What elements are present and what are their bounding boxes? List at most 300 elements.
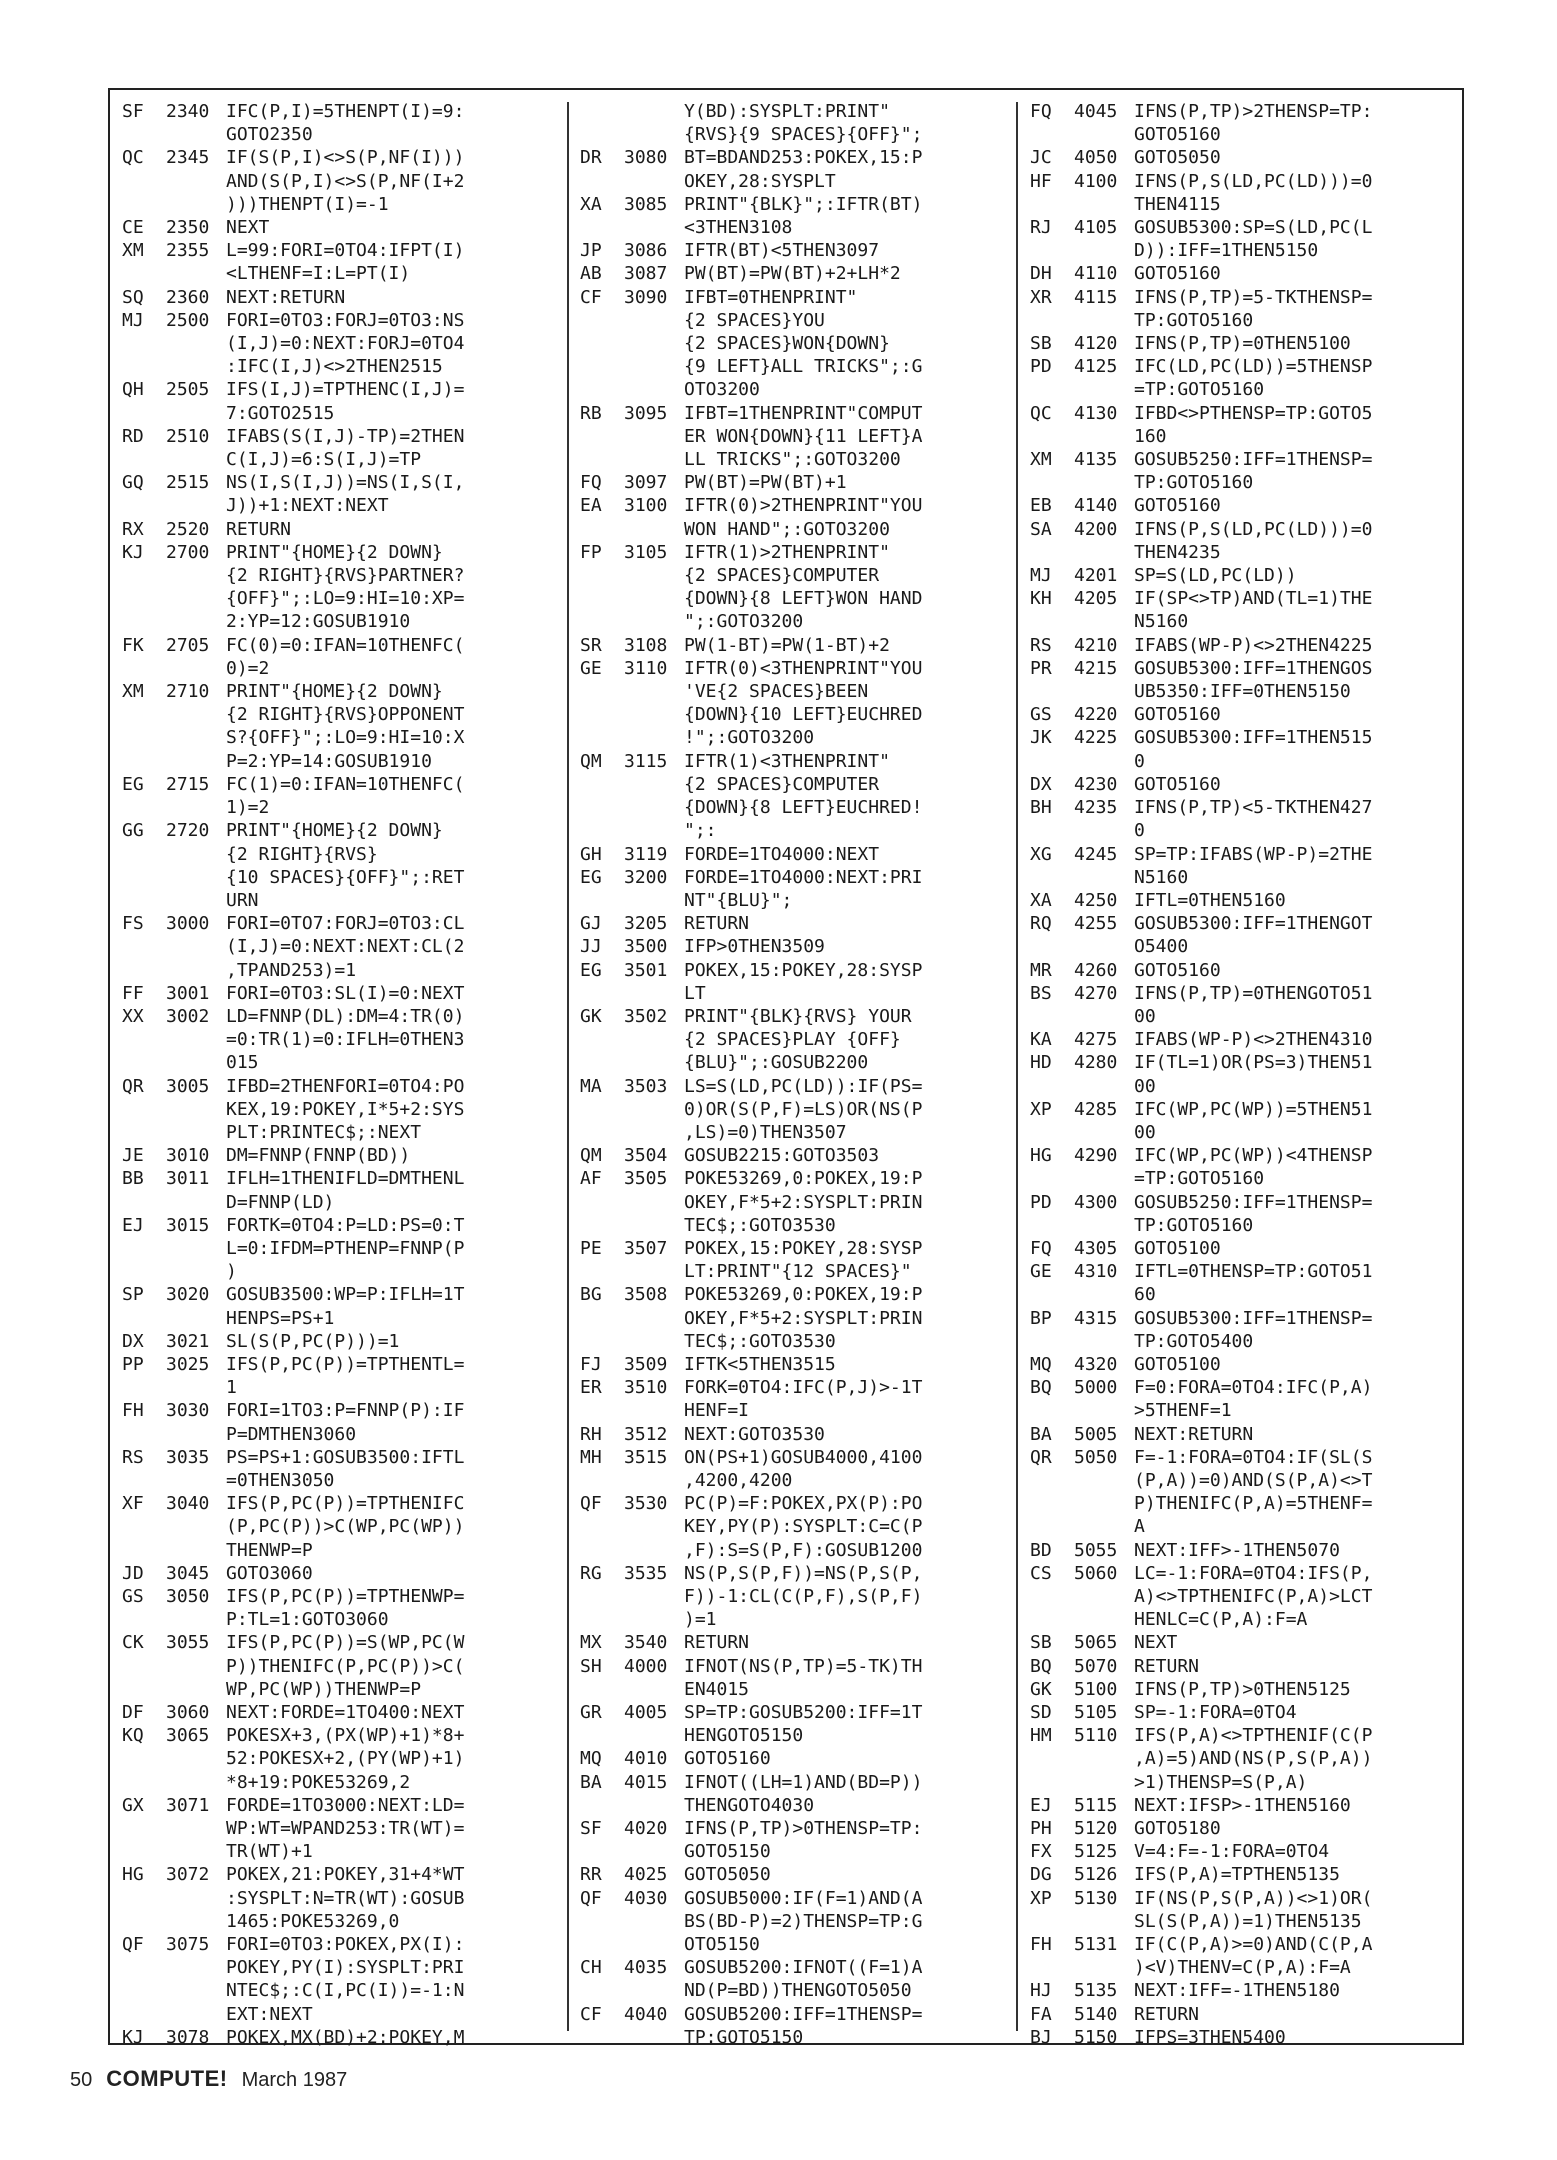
code-text: GOTO5180 [1134, 1818, 1221, 1840]
checksum: RX [122, 518, 144, 540]
checksum: JK [1030, 727, 1052, 749]
listing-line [1022, 1423, 1462, 1446]
code-text: FORTK=0TO4:P=LD:PS=0:T L=0:IFDM=PTHENP=FNNP(P ) [226, 1214, 465, 1283]
line-number: 2505 [166, 379, 210, 401]
line-number: 3087 [624, 263, 668, 285]
checksum: EJ [122, 1214, 144, 1236]
checksum: DG [1030, 1864, 1052, 1886]
checksum: FX [1030, 1841, 1052, 1863]
line-number: 4135 [1074, 449, 1118, 471]
line-number: 2705 [166, 634, 210, 656]
code-text: IFC(WP,PC(WP))=5THEN51 00 [1134, 1098, 1373, 1143]
line-number: 3020 [166, 1284, 210, 1306]
listing-line [114, 634, 564, 680]
line-number: 2720 [166, 820, 210, 842]
line-number: 5140 [1074, 2003, 1118, 2025]
listing-line [1022, 494, 1462, 517]
listing-column-2 [572, 100, 1012, 2048]
listing-line [572, 1817, 1012, 1863]
checksum: PP [122, 1353, 144, 1375]
listing-line [114, 309, 564, 379]
listing-line [572, 1005, 1012, 1075]
line-number: 3502 [624, 1005, 668, 1027]
code-text: ON(PS+1)GOSUB4000,4100 ,4200,4200 [684, 1446, 923, 1491]
listing-line [1022, 2003, 1462, 2026]
listing-line [114, 1167, 564, 1213]
checksum: DR [580, 147, 602, 169]
checksum: DX [122, 1330, 144, 1352]
checksum: FP [580, 541, 602, 563]
line-number: 3095 [624, 402, 668, 424]
code-text: BT=BDAND253:POKEX,15:P OKEY,28:SYSPLT [684, 147, 923, 192]
checksum: PD [1030, 1191, 1052, 1213]
code-text: IFTR(1)<3THENPRINT" {2 SPACES}COMPUTER {DOWN}{8 LEFT}EUCHRED! ";: [684, 750, 923, 842]
code-text: IFS(P,PC(P))=TPTHENIFC (P,PC(P))>C(WP,PC(WP)) THENWP=P [226, 1493, 465, 1561]
code-text: RETURN [1134, 2003, 1200, 2025]
line-number: 5150 [1074, 2026, 1118, 2048]
code-text: FORDE=1TO4000:NEXT [684, 843, 880, 865]
checksum: DX [1030, 773, 1052, 795]
listing-line [114, 541, 564, 634]
listing-line [1022, 1655, 1462, 1678]
listing-line [114, 216, 564, 239]
line-number: 3035 [166, 1446, 210, 1468]
line-number: 3078 [166, 2026, 210, 2048]
line-number: 3075 [166, 1934, 210, 1956]
listing-line [1022, 1863, 1462, 1886]
listing-line [114, 1863, 564, 1933]
line-number: 2515 [166, 472, 210, 494]
line-number: 3072 [166, 1864, 210, 1886]
code-text: GOTO5160 [684, 1748, 771, 1770]
line-number: 3115 [624, 750, 668, 772]
checksum: XX [122, 1005, 144, 1027]
checksum: QM [580, 750, 602, 772]
checksum: FQ [580, 472, 602, 494]
listing-line [114, 1701, 564, 1724]
checksum: FQ [1030, 101, 1052, 122]
line-number: 4220 [1074, 704, 1118, 726]
listing-line [572, 1075, 1012, 1145]
line-number: 5070 [1074, 1655, 1118, 1677]
listing-line [572, 1376, 1012, 1422]
line-number: 3021 [166, 1330, 210, 1352]
checksum: FA [1030, 2003, 1052, 2025]
code-text: IFBD=2THENFORI=0TO4:PO KEX,19:POKEY,I*5+2:SYS PLT:PRINTEC$;:NEXT [226, 1075, 465, 1143]
code-text: V=4:F=-1:FORA=0TO4 [1134, 1841, 1330, 1863]
code-text: IF(TL=1)OR(PS=3)THEN51 00 [1134, 1052, 1373, 1097]
line-number: 3509 [624, 1353, 668, 1375]
listing-line [1022, 1631, 1462, 1654]
code-text: FORK=0TO4:IFC(P,J)>-1T HENF=I [684, 1377, 923, 1422]
listing-column-1 [114, 100, 564, 2048]
listing-line [114, 819, 564, 912]
listing-line [114, 1283, 564, 1329]
checksum: HD [1030, 1052, 1052, 1074]
code-text: POKE53269,0:POKEX,19:P OKEY,F*5+2:SYSPLT:PRIN TEC$;:GOTO3530 [684, 1168, 923, 1236]
code-text: POKEX,15:POKEY,28:SYSP LT:PRINT"{12 SPACES}" [684, 1237, 923, 1283]
code-text: L=99:FORI=0TO4:IFPT(I) <LTHENF=I:L=PT(I) [226, 240, 465, 285]
checksum: SF [122, 101, 144, 122]
code-text: NEXT:IFSP>-1THEN5160 [1134, 1794, 1351, 1816]
checksum: FH [1030, 1934, 1052, 1956]
listing-line [114, 2026, 564, 2049]
code-text: IFBD<>PTHENSP=TP:GOTO5 160 [1134, 402, 1373, 447]
checksum: GX [122, 1794, 144, 1816]
line-number: 3000 [166, 913, 210, 935]
checksum: RQ [1030, 913, 1052, 935]
checksum: PH [1030, 1818, 1052, 1840]
code-text: GOSUB5250:IFF=1THENSP= TP:GOTO5160 [1134, 449, 1373, 494]
listing-line [1022, 587, 1462, 633]
listing-line [114, 1353, 564, 1399]
line-number: 3085 [624, 193, 668, 215]
code-text: NEXT:RETURN [1134, 1423, 1254, 1445]
line-number: 4280 [1074, 1052, 1118, 1074]
line-number: 5105 [1074, 1702, 1118, 1724]
checksum: GH [580, 843, 602, 865]
code-text: RETURN [684, 1632, 750, 1654]
code-text: IFLH=1THENIFLD=DMTHENL D=FNNP(LD) [226, 1168, 465, 1213]
line-number: 2340 [166, 101, 210, 122]
code-text: RETURN [226, 518, 292, 540]
listing-line [1022, 843, 1462, 889]
listing-line [572, 1446, 1012, 1492]
listing-line [1022, 1376, 1462, 1422]
listing-line [114, 1631, 564, 1701]
issue-date: March 1987 [241, 2069, 348, 2091]
checksum: CE [122, 217, 144, 239]
listing-line [1022, 1562, 1462, 1632]
code-text: NEXT:RETURN [226, 286, 346, 308]
listing-line [1022, 1353, 1462, 1376]
page-footer [70, 2066, 347, 2092]
listing-line [572, 146, 1012, 192]
checksum: XM [122, 681, 144, 703]
code-text: PW(1-BT)=PW(1-BT)+2 [684, 634, 890, 656]
checksum: CS [1030, 1562, 1052, 1584]
code-text: IFS(P,PC(P))=TPTHENTL= 1 [226, 1353, 465, 1399]
checksum: PD [1030, 356, 1052, 378]
checksum: QF [580, 1493, 602, 1515]
checksum: MQ [580, 1748, 602, 1770]
checksum: SH [580, 1655, 602, 1677]
listing-line [114, 239, 564, 285]
code-text: IFTL=0THEN5160 [1134, 889, 1286, 911]
checksum: PE [580, 1237, 602, 1259]
listing-line [1022, 889, 1462, 912]
listing-line [572, 262, 1012, 285]
line-number: 4130 [1074, 402, 1118, 424]
checksum: BQ [1030, 1655, 1052, 1677]
listing-line [572, 959, 1012, 1005]
listing-line [572, 657, 1012, 750]
line-number: 5065 [1074, 1632, 1118, 1654]
code-text: IFNS(P,TP)>0THENSP=TP: GOTO5150 [684, 1818, 923, 1863]
line-number: 5135 [1074, 1980, 1118, 2002]
checksum: EG [122, 773, 144, 795]
line-number: 4275 [1074, 1029, 1118, 1051]
listing-line [114, 680, 564, 773]
checksum: ER [580, 1377, 602, 1399]
code-text: IFS(P,PC(P))=S(WP,PC(W P))THENIFC(P,PC(P))>C( WP,PC(WP))THENWP=P [226, 1632, 465, 1700]
line-number: 3090 [624, 286, 668, 308]
checksum: HF [1030, 170, 1052, 192]
line-number: 2500 [166, 309, 210, 331]
line-number: 3505 [624, 1168, 668, 1190]
checksum: CF [580, 286, 602, 308]
code-text: NEXT [1134, 1632, 1178, 1654]
checksum: XA [580, 193, 602, 215]
code-text: NS(I,S(I,J))=NS(I,S(I, J))+1:NEXT:NEXT [226, 472, 465, 517]
listing-line [572, 402, 1012, 472]
listing-line [114, 1492, 564, 1562]
code-text: IFPS=3THEN5400 [1134, 2026, 1286, 2048]
code-text: SL(S(P,PC(P)))=1 [226, 1330, 400, 1352]
line-number: 4120 [1074, 333, 1118, 355]
checksum: MJ [1030, 565, 1052, 587]
checksum: QC [122, 147, 144, 169]
magazine-name: COMPUTE! [106, 2066, 228, 2091]
listing-line [572, 843, 1012, 866]
listing-line [114, 1794, 564, 1864]
code-text: NEXT [226, 217, 270, 239]
line-number: 4290 [1074, 1145, 1118, 1167]
line-number: 3050 [166, 1586, 210, 1607]
line-number: 3030 [166, 1400, 210, 1422]
code-text: FORI=0TO3:FORJ=0TO3:NS (I,J)=0:NEXT:FORJ=0TO4 :IFC(I,J)<>2THEN2515 [226, 309, 465, 378]
code-text: PRINT"{BLK}{RVS} YOUR {2 SPACES}PLAY {OFF} {BLU}";:GOSUB2200 [684, 1005, 912, 1074]
checksum: RD [122, 425, 144, 447]
code-text: FORI=0TO3:SL(I)=0:NEXT [226, 982, 465, 1004]
code-text: FORDE=1TO3000:NEXT:LD= WP:WT=WPAND253:TR(WT)= TR(WT)+1 [226, 1794, 465, 1863]
code-text: IFNS(P,S(LD,PC(LD)))=0 THEN4235 [1134, 518, 1373, 563]
code-text: GOSUB5200:IFNOT((F=1)A ND(P=BD))THENGOTO5050 [684, 1957, 923, 2002]
listing-line [1022, 100, 1462, 146]
checksum: QF [122, 1934, 144, 1956]
line-number: 3535 [624, 1562, 668, 1584]
line-number: 5126 [1074, 1864, 1118, 1886]
code-text: FORI=0TO7:FORJ=0TO3:CL (I,J)=0:NEXT:NEXT:CL(2 ,TPAND253)=1 [226, 913, 465, 981]
line-number: 5100 [1074, 1678, 1118, 1700]
line-number: 4140 [1074, 495, 1118, 517]
line-number: 5060 [1074, 1562, 1118, 1584]
checksum: SD [1030, 1702, 1052, 1724]
line-number: 3065 [166, 1725, 210, 1747]
checksum: BG [580, 1284, 602, 1306]
listing-line [114, 982, 564, 1005]
listing-line [572, 750, 1012, 843]
checksum: KH [1030, 588, 1052, 610]
listing-line [572, 1887, 1012, 1957]
checksum: GS [1030, 704, 1052, 726]
line-number: 3011 [166, 1168, 210, 1190]
code-text: SP=-1:FORA=0TO4 [1134, 1702, 1297, 1724]
line-number: 5055 [1074, 1539, 1118, 1561]
checksum: AB [580, 263, 602, 285]
line-number: 3071 [166, 1794, 210, 1816]
code-text: PC(P)=F:POKEX,PX(P):PO KEY,PY(P):SYSPLT:C=C(P ,F):S=S(P,F):GOSUB1200 [684, 1493, 923, 1561]
checksum: BB [122, 1168, 144, 1190]
line-number: 3025 [166, 1353, 210, 1375]
checksum: RB [580, 402, 602, 424]
checksum: GQ [122, 472, 144, 494]
line-number: 5000 [1074, 1377, 1118, 1399]
listing-line [1022, 1191, 1462, 1237]
line-number: 4201 [1074, 565, 1118, 587]
line-number: 5005 [1074, 1423, 1118, 1445]
listing-line [1022, 912, 1462, 958]
checksum: HG [122, 1864, 144, 1886]
code-text: GOTO5050 [684, 1864, 771, 1886]
code-text: RETURN [684, 913, 750, 935]
listing-line [1022, 1794, 1462, 1817]
code-text: NEXT:FORDE=1TO400:NEXT [226, 1702, 465, 1724]
listing-line [572, 634, 1012, 657]
checksum: KJ [122, 2026, 144, 2048]
line-number: 3503 [624, 1075, 668, 1097]
listing-line [114, 1075, 564, 1145]
code-text: IFABS(S(I,J)-TP)=2THEN C(I,J)=6:S(I,J)=TP [226, 425, 465, 471]
listing-line [1022, 1446, 1462, 1539]
code-text: IFP>0THEN3509 [684, 936, 825, 958]
code-text: IFC(P,I)=5THENPT(I)=9: GOTO2350 [226, 101, 465, 146]
listing-line [1022, 1887, 1462, 1933]
listing-line [572, 1655, 1012, 1701]
checksum: SQ [122, 286, 144, 308]
listing-line [114, 1005, 564, 1075]
code-text: SP=TP:IFABS(WP-P)=2THE N5160 [1134, 843, 1373, 888]
checksum: BA [580, 1771, 602, 1793]
listing-line [114, 1933, 564, 2026]
code-text: IFS(I,J)=TPTHENC(I,J)= 7:GOTO2515 [226, 379, 465, 424]
listing-line [114, 518, 564, 541]
checksum: QC [1030, 402, 1052, 424]
line-number: 4000 [624, 1655, 668, 1677]
code-text: DM=FNNP(FNNP(BD)) [226, 1145, 411, 1167]
listing-line [114, 912, 564, 982]
listing-line [114, 1214, 564, 1284]
code-text: IFNOT(NS(P,TP)=5-TK)TH EN4015 [684, 1655, 923, 1700]
listing-line [572, 100, 1012, 146]
line-number: 3504 [624, 1145, 668, 1167]
line-number: 3500 [624, 936, 668, 958]
code-text: GOTO5160 [1134, 495, 1221, 517]
code-text: IFABS(WP-P)<>2THEN4225 [1134, 634, 1373, 656]
checksum: RS [1030, 634, 1052, 656]
line-number: 2520 [166, 518, 210, 540]
listing-line [1022, 1840, 1462, 1863]
listing-line [1022, 657, 1462, 703]
checksum: JC [1030, 147, 1052, 169]
line-number: 2360 [166, 286, 210, 308]
line-number: 4230 [1074, 773, 1118, 795]
code-text: IFNS(P,S(LD,PC(LD)))=0 THEN4115 [1134, 170, 1373, 215]
listing-line [1022, 332, 1462, 355]
line-number: 3100 [624, 495, 668, 517]
code-text: GOTO5100 [1134, 1353, 1221, 1375]
code-text: GOSUB5300:IFF=1THENGOS UB5350:IFF=0THEN5150 [1134, 657, 1373, 703]
checksum: QM [580, 1145, 602, 1167]
checksum: QF [580, 1887, 602, 1909]
listing-line [1022, 634, 1462, 657]
code-text: NEXT:IFF=-1THEN5180 [1134, 1980, 1340, 2002]
listing-line [1022, 2026, 1462, 2049]
code-text: F=-1:FORA=0TO4:IF(SL(S (P,A))=0)AND(S(P,A)<>T P)THENIFC(P,A)=5THENF= A [1134, 1446, 1373, 1538]
code-text: LS=S(LD,PC(LD)):IF(PS= 0)OR(S(P,F)=LS)OR(NS(P ,LS)=0)THEN3507 [684, 1075, 923, 1143]
listing-line [572, 1144, 1012, 1167]
line-number: 5130 [1074, 1887, 1118, 1909]
checksum: FS [122, 913, 144, 935]
line-number: 4020 [624, 1818, 668, 1840]
code-text: PRINT"{HOME}{2 DOWN} {2 RIGHT}{RVS} {10 SPACES}{OFF}";:RET URN [226, 820, 465, 911]
listing-line [1022, 1237, 1462, 1260]
code-text: F=0:FORA=0TO4:IFC(P,A) >5THENF=1 [1134, 1377, 1373, 1422]
checksum: EJ [1030, 1794, 1052, 1816]
checksum: HJ [1030, 1980, 1052, 2002]
line-number: 4045 [1074, 101, 1118, 122]
listing-line [1022, 1979, 1462, 2002]
checksum: XM [1030, 449, 1052, 471]
checksum: MH [580, 1446, 602, 1468]
line-number: 4255 [1074, 913, 1118, 935]
checksum: BS [1030, 982, 1052, 1004]
checksum: GK [1030, 1678, 1052, 1700]
code-text: IFABS(WP-P)<>2THEN4310 [1134, 1029, 1373, 1051]
listing-line [1022, 286, 1462, 332]
listing-line [572, 471, 1012, 494]
code-text: PW(BT)=PW(BT)+1 [684, 472, 847, 494]
line-number: 4200 [1074, 518, 1118, 540]
listing-line [1022, 1724, 1462, 1794]
listing-line [114, 1724, 564, 1794]
code-text: LD=FNNP(DL):DM=4:TR(0) =0:TR(1)=0:IFLH=0THEN3 015 [226, 1005, 465, 1074]
line-number: 3045 [166, 1562, 210, 1584]
line-number: 3530 [624, 1493, 668, 1515]
listing-line [572, 1353, 1012, 1376]
checksum: XA [1030, 889, 1052, 911]
code-text: IFBT=1THENPRINT"COMPUT ER WON{DOWN}{11 LEFT}A LL TRICKS";:GOTO3200 [684, 402, 923, 471]
checksum: FJ [580, 1353, 602, 1375]
checksum: GS [122, 1586, 144, 1607]
listing-line [1022, 1701, 1462, 1724]
listing-column-3 [1022, 100, 1462, 2048]
code-text: IFNS(P,TP)=5-TKTHENSP= TP:GOTO5160 [1134, 286, 1373, 331]
listing-line [1022, 1539, 1462, 1562]
page-number: 50 [70, 2069, 93, 2091]
listing-line [1022, 982, 1462, 1028]
checksum: EA [580, 495, 602, 517]
line-number: 4270 [1074, 982, 1118, 1004]
code-text: SP=S(LD,PC(LD)) [1134, 565, 1297, 587]
checksum: RS [122, 1446, 144, 1468]
listing-line [572, 1283, 1012, 1353]
checksum: MR [1030, 959, 1052, 981]
code-text: IFS(P,A)<>TPTHENIF(C(P ,A)=5)AND(NS(P,S(P,A)) >1)THENSP=S(P,A) [1134, 1725, 1373, 1793]
line-number: 2710 [166, 681, 210, 703]
checksum: KQ [122, 1725, 144, 1747]
listing-line [1022, 773, 1462, 796]
line-number: 2355 [166, 240, 210, 262]
listing-line [114, 1399, 564, 1445]
listing-line [572, 912, 1012, 935]
listing-line [572, 494, 1012, 540]
line-number: 4010 [624, 1748, 668, 1770]
listing-line [1022, 1144, 1462, 1190]
listing-line [114, 425, 564, 471]
checksum: AF [580, 1168, 602, 1190]
code-text: IFNOT((LH=1)AND(BD=P)) THENGOTO4030 [684, 1771, 923, 1816]
